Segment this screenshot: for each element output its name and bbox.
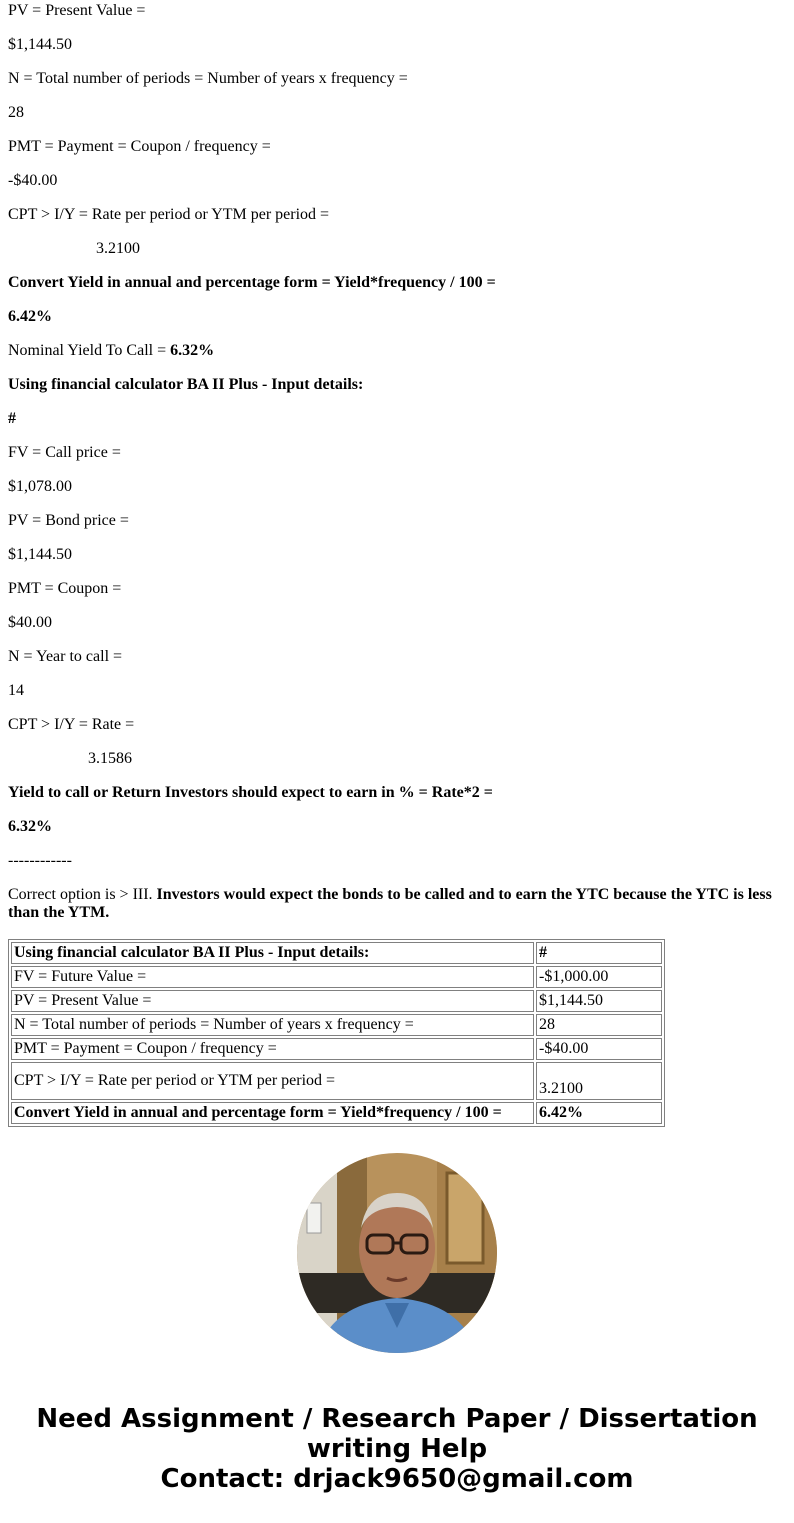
cpt-value: 3.2100 xyxy=(96,240,140,257)
table-cell-value: $1,144.50 xyxy=(536,990,662,1012)
pv-value: $1,144.50 xyxy=(8,36,72,53)
pmt-coupon-label: PMT = Coupon = xyxy=(8,580,122,597)
table-cell-value: 3.2100 xyxy=(536,1062,662,1100)
calc-heading: Using financial calculator BA II Plus - Input details: xyxy=(8,376,364,393)
correct-option-prefix: Correct option is > III. xyxy=(8,886,157,903)
n-call-label: N = Year to call = xyxy=(8,648,123,665)
table-row xyxy=(11,1102,662,1124)
correct-option-statement: Investors would expect the bonds to be called and to earn the YTC because the YTC is less than the YTM. xyxy=(8,886,772,921)
table-cell-value: -$1,000.00 xyxy=(536,966,662,988)
nominal-ytc-line xyxy=(8,342,214,360)
table-cell-label: N = Total number of periods = Number of years x frequency = xyxy=(11,1014,534,1036)
fv-call-value: $1,078.00 xyxy=(8,478,72,495)
fv-call-label: FV = Call price = xyxy=(8,444,121,461)
promo-banner xyxy=(0,1404,794,1494)
table-cell-value: 6.42% xyxy=(536,1102,662,1124)
table-row xyxy=(11,1062,662,1100)
promo-line-2: writing Help xyxy=(306,1434,488,1464)
correct-option xyxy=(8,886,786,922)
table-cell-label: CPT > I/Y = Rate per period or YTM per period = xyxy=(11,1062,534,1100)
hash-marker: # xyxy=(8,410,16,427)
table-row xyxy=(11,990,662,1012)
table-row xyxy=(11,966,662,988)
calculator-input-table xyxy=(8,939,665,1127)
nominal-ytc-label: Nominal Yield To Call = xyxy=(8,342,171,359)
convert-label: Convert Yield in annual and percentage form = Yield*frequency / 100 = xyxy=(8,274,496,291)
n-label: N = Total number of periods = Number of years x frequency = xyxy=(8,70,408,87)
pv-label: PV = Present Value = xyxy=(8,2,146,19)
table-cell-value: 28 xyxy=(536,1014,662,1036)
table-cell-label: FV = Future Value = xyxy=(11,966,534,988)
promo-line-1: Need Assignment / Research Paper / Dissertation xyxy=(36,1404,758,1434)
promo-contact: Contact: drjack9650@gmail.com xyxy=(160,1464,634,1494)
cpt-rate-value: 3.1586 xyxy=(88,750,132,767)
table-cell-label: Convert Yield in annual and percentage form = Yield*frequency / 100 = xyxy=(11,1102,534,1124)
nominal-ytc-value: 6.32% xyxy=(170,342,215,359)
table-cell-label: PV = Present Value = xyxy=(11,990,534,1012)
pv-bond-value: $1,144.50 xyxy=(8,546,72,563)
separator: ------------ xyxy=(8,852,72,869)
cpt-rate-label: CPT > I/Y = Rate = xyxy=(8,716,135,733)
ytc-value: 6.32% xyxy=(8,818,52,835)
table-row xyxy=(11,1014,662,1036)
table-cell-label: Using financial calculator BA II Plus - Input details: xyxy=(11,942,534,964)
pv-bond-label: PV = Bond price = xyxy=(8,512,129,529)
pmt-coupon-value: $40.00 xyxy=(8,614,52,631)
table-row xyxy=(11,942,662,964)
table-cell-label: PMT = Payment = Coupon / frequency = xyxy=(11,1038,534,1060)
n-call-value: 14 xyxy=(8,682,24,699)
ytc-label: Yield to call or Return Investors should expect to earn in % = Rate*2 = xyxy=(8,784,493,801)
cpt-label: CPT > I/Y = Rate per period or YTM per period = xyxy=(8,206,330,223)
pmt-value: -$40.00 xyxy=(8,172,58,189)
table-cell-value: -$40.00 xyxy=(536,1038,662,1060)
pmt-label: PMT = Payment = Coupon / frequency = xyxy=(8,138,271,155)
convert-value: 6.42% xyxy=(8,308,52,325)
author-avatar xyxy=(297,1153,497,1353)
table-cell-value: # xyxy=(536,942,662,964)
table-row xyxy=(11,1038,662,1060)
n-value: 28 xyxy=(8,104,24,121)
